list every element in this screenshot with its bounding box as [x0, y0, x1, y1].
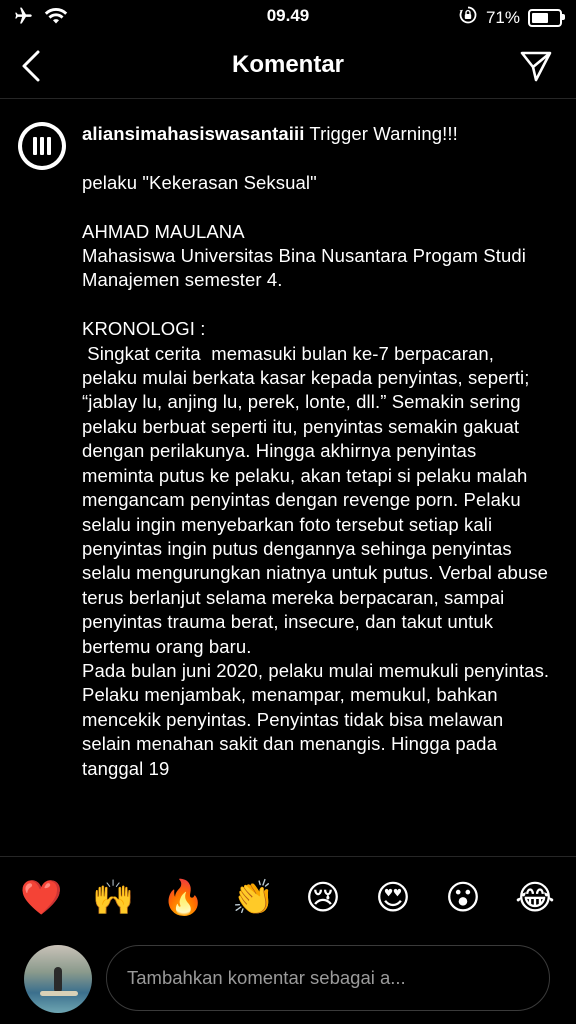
comment-body: [82, 122, 552, 854]
clapping-hands-emoji-button[interactable]: 👏: [232, 879, 275, 917]
fire-emoji-button[interactable]: 🔥: [162, 879, 205, 917]
comment-username[interactable]: aliansimahasiswasantaiii: [82, 123, 305, 144]
add-comment-field[interactable]: [106, 945, 550, 1011]
battery-level: [532, 13, 548, 23]
comments-header: [0, 34, 576, 99]
commenter-avatar[interactable]: [18, 122, 66, 170]
crying-face-emoji-button[interactable]: 😢: [305, 879, 341, 917]
rotation-lock-icon: [458, 5, 478, 30]
my-avatar: [24, 945, 92, 1013]
heart-eyes-emoji-button[interactable]: 😍: [375, 879, 411, 917]
battery-icon: [528, 9, 562, 27]
surprised-face-emoji-button[interactable]: 😮: [445, 879, 481, 917]
status-bar: [0, 0, 576, 34]
share-button[interactable]: [518, 48, 554, 84]
page-title: Komentar: [231, 51, 345, 78]
raised-hands-emoji-button[interactable]: 🙌: [92, 879, 135, 917]
status-time: 09.49: [266, 6, 310, 25]
battery-percent: 71%: [485, 7, 520, 27]
comment-text: Trigger Warning!!! pelaku "Kekerasan Seksual" AHMAD MAULANA Mahasiswa Universitas Bina Nusantara Progam Studi Manajemen semester 4. KRONOLOGI : Singkat cerita memasuki bulan ke-7 berpacaran, pelaku mulai berkata kasar kepada penyintas, seperti; “jablay lu, anjing lu, perek, lonte, dll.” Semakin sering pelaku berbuat seperti itu, penyintas semakin gakuat dengan perilakunya. Hingga akhirnya penyintas meminta putus ke pelaku, akan tetapi si pelaku malah mengancam penyintas dengan revenge porn. Pelaku selalu ingin menyebarkan foto tersebut setiap kali penyintas ingin putus dengannya sehinga penyintas selalu mengurungkan niatnya untuk putus. Verbal abuse terus berlanjut selama mereka berpacaran, sampai penyintas trauma berat, insecure, dan takut untuk bertemu orang baru. Pada bulan juni 2020, pelaku mulai memukuli penyintas. Pelaku menjambak, menampar, memukul, bahkan mencekik penyintas. Penyintas tidak bisa melawan selain menahan sakit dan menangis. Hingga pada tanggal 19: [82, 123, 550, 779]
heart-emoji-button[interactable]: ❤️: [20, 879, 63, 917]
emoji-quick-reactions: [0, 856, 576, 937]
comment-input-placeholder: Tambahkan komentar sebagai a...: [127, 967, 406, 988]
paper-plane-icon: [518, 48, 554, 84]
tears-of-joy-emoji-button[interactable]: 😂: [515, 879, 555, 917]
